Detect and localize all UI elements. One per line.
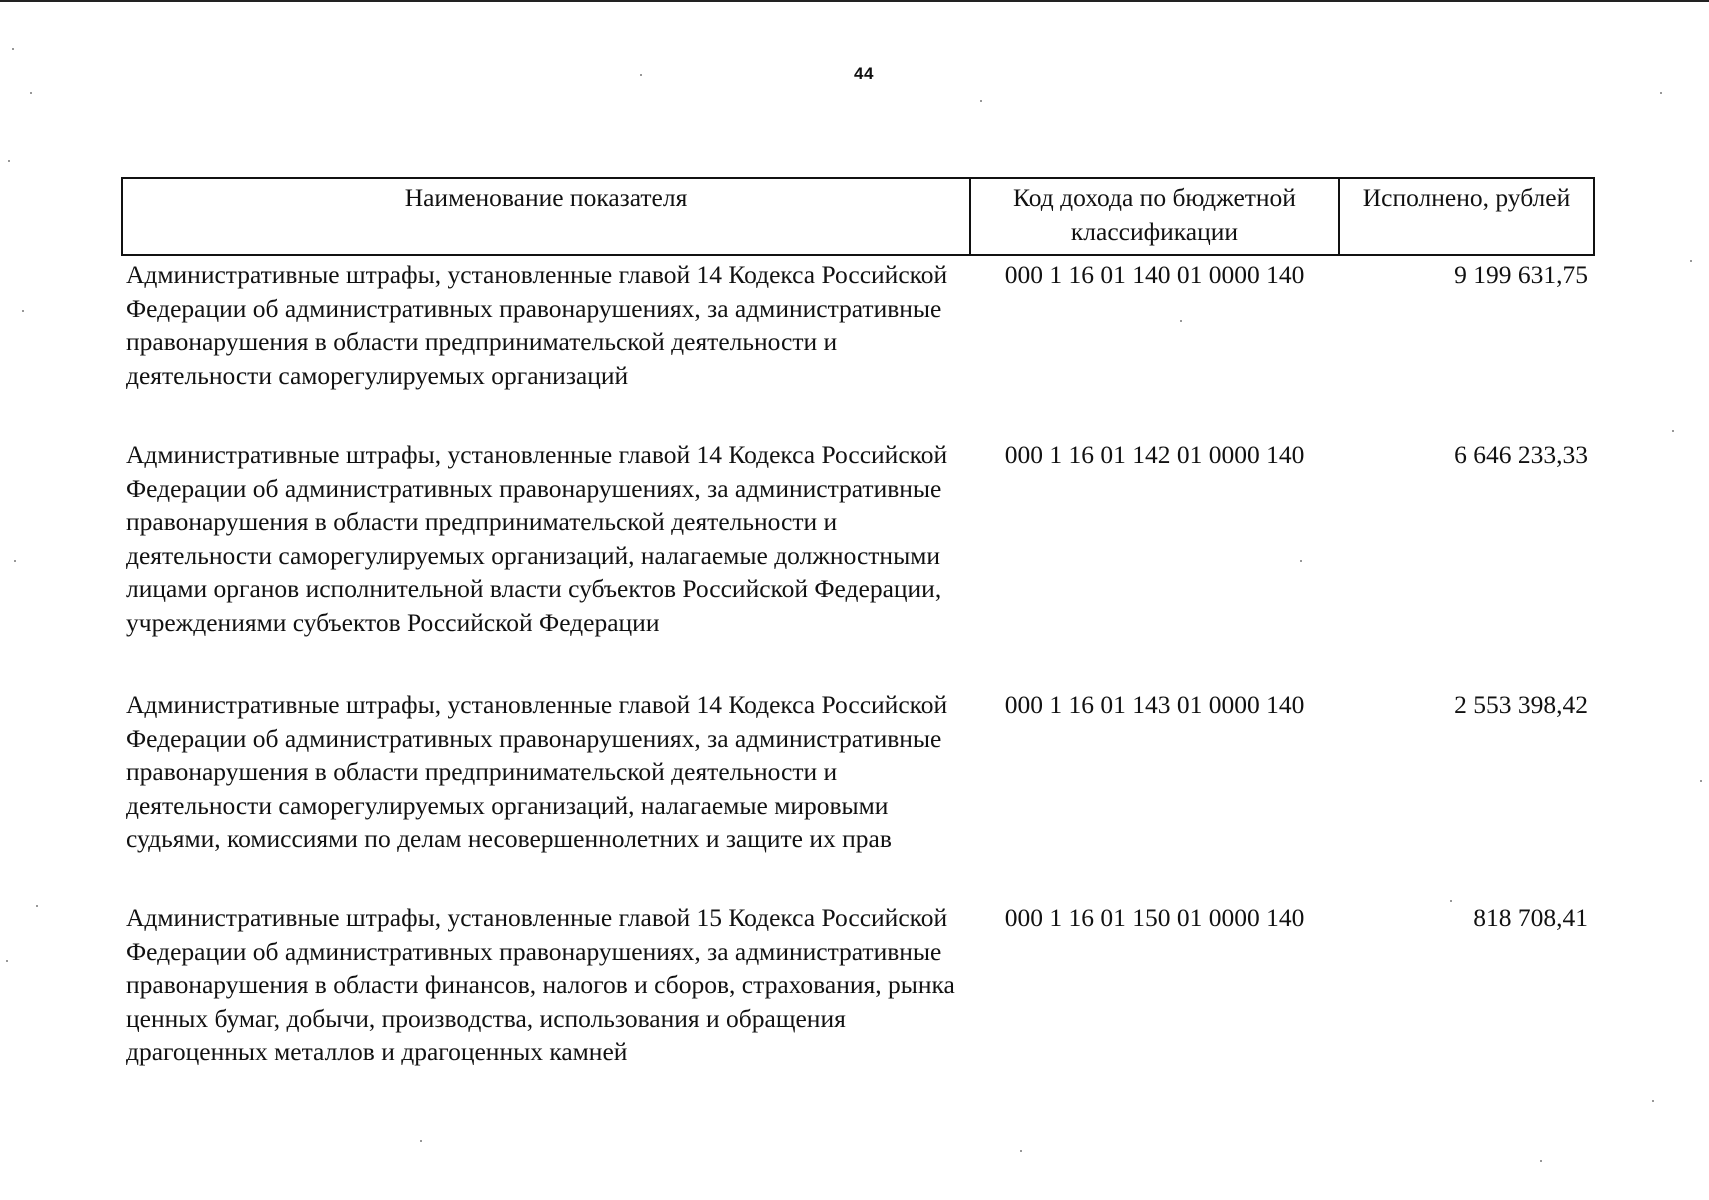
- budget-code: 000 1 16 01 143 01 0000 140: [1004, 690, 1305, 719]
- executed-amount: 2 553 398,42: [1454, 690, 1588, 719]
- budget-code: 000 1 16 01 140 01 0000 140: [1004, 260, 1305, 289]
- table-row: [122, 901, 1594, 1101]
- revenue-table: [121, 177, 1595, 1101]
- table-row: [122, 255, 1594, 438]
- header-name: Наименование показателя: [122, 178, 970, 255]
- indicator-name: Административные штрафы, установленные главой 15 Кодекса Российской Федерации об административных правонарушениях, за административные правонарушения в области финансов, налогов и сборов, страхования, рынка ценных бумаг, добычи, производства, использования и обращения драгоценных металлов и драгоценных камней: [126, 903, 955, 1066]
- page-number: 44: [854, 64, 874, 83]
- indicator-name: Административные штрафы, установленные главой 14 Кодекса Российской Федерации об административных правонарушениях, за административные правонарушения в области предпринимательской деятельности и деятельности саморегулируемых организаций: [126, 260, 948, 390]
- executed-amount: 6 646 233,33: [1454, 440, 1588, 469]
- table-header-row: [122, 178, 1594, 255]
- table-row: [122, 688, 1594, 901]
- header-executed: Исполнено, рублей: [1339, 178, 1594, 255]
- budget-code: 000 1 16 01 150 01 0000 140: [1004, 903, 1305, 932]
- budget-code: 000 1 16 01 142 01 0000 140: [1004, 440, 1305, 469]
- executed-amount: 818 708,41: [1473, 903, 1588, 932]
- header-code: Код дохода по бюджетной классификации: [970, 178, 1339, 255]
- indicator-name: Административные штрафы, установленные главой 14 Кодекса Российской Федерации об административных правонарушениях, за административные правонарушения в области предпринимательской деятельности и деятельности саморегулируемых организаций, налагаемые мировыми судьями, комиссиями по делам несовершеннолетних и защите их прав: [126, 690, 948, 853]
- indicator-name: Административные штрафы, установленные главой 14 Кодекса Российской Федерации об административных правонарушениях, за административные правонарушения в области предпринимательской деятельности и деятельности саморегулируемых организаций, налагаемые должностными лицами органов исполнительной власти субъектов Российской Федерации, учреждениями субъектов Российской Федерации: [126, 440, 948, 637]
- table-row: [122, 438, 1594, 688]
- scan-edge: [0, 0, 1709, 2]
- executed-amount: 9 199 631,75: [1454, 260, 1588, 289]
